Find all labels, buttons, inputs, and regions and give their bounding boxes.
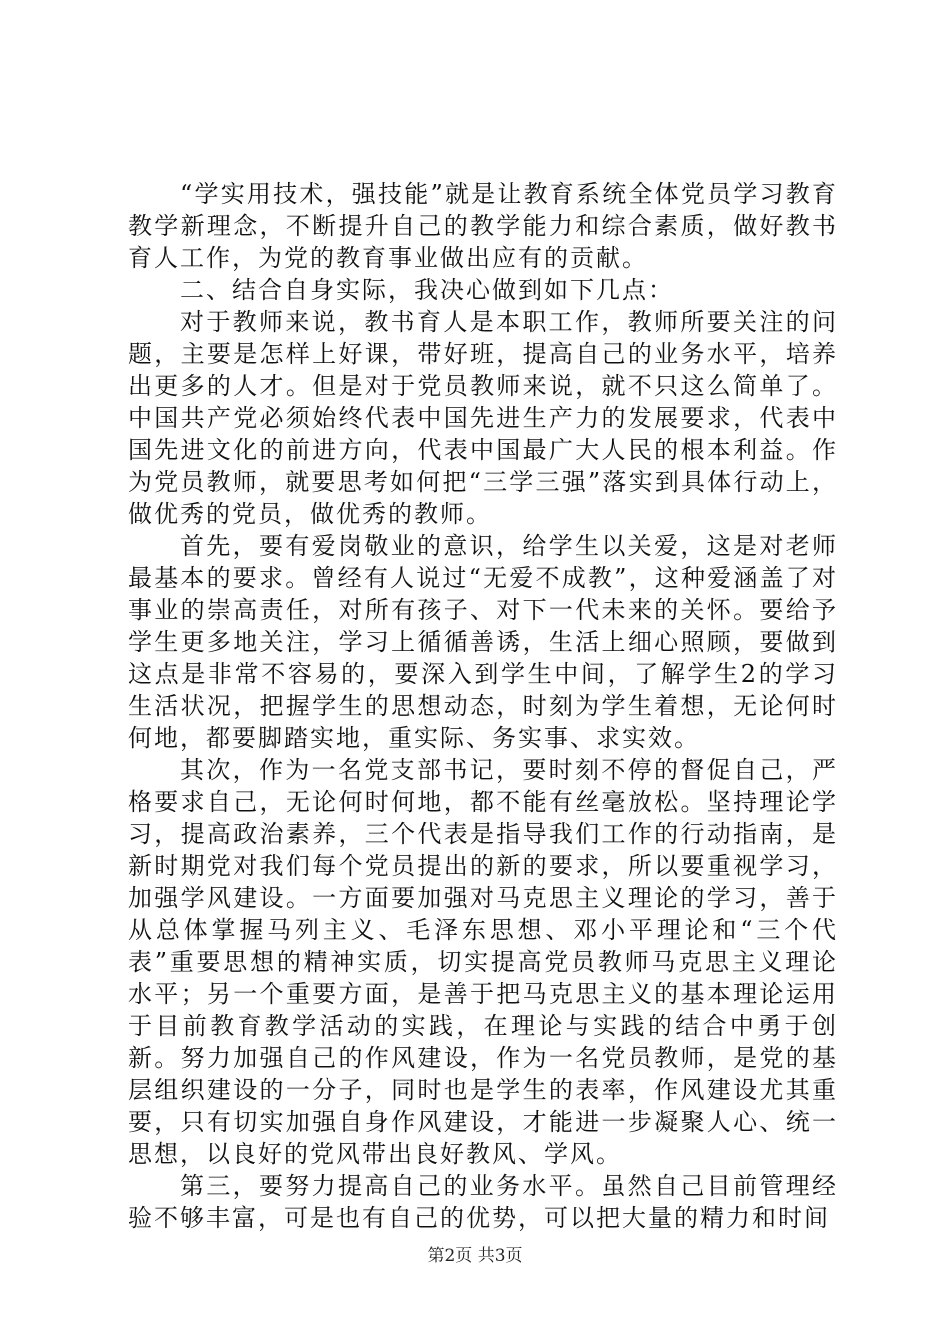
document-body	[128, 178, 838, 1234]
paragraph-1: “学实用技术，强技能”就是让教育系统全体党员学习教育教学新理念，不断提升自己的教学能力和综合素质，做好教书育人工作，为党的教育事业做出应有的贡献。	[128, 180, 838, 272]
paragraph-4: 首先，要有爱岗敬业的意识，给学生以关爱，这是对老师最基本的要求。曾经有人说过“无爱不成教”，这种爱涵盖了对事业的崇高责任，对所有孩子、对下一代未来的关怀。要给予学生更多地关注，学习上循循善诱，生活上细心照顾，要做到这点是非常不容易的，要深入到学生中间，了解学生2的学习生活状况，把握学生的思想动态，时刻为学生着想，无论何时何地，都要脚踏实地，重实际、务实事、求实效。	[128, 532, 838, 752]
paragraph-2: 二、结合自身实际，我决心做到如下几点：	[180, 276, 674, 304]
paragraph-6: 第三，要努力提高自己的业务水平。虽然自己目前管理经验不够丰富，可是也有自己的优势，可以把大量的精力和时间	[128, 1172, 838, 1232]
paragraph-3: 对于教师来说，教书育人是本职工作，教师所要关注的问题，主要是怎样上好课，带好班，提高自己的业务水平，培养出更多的人才。但是对于党员教师来说，就不只这么简单了。中国共产党必须始终代表中国先进生产力的发展要求，代表中国先进文化的前进方向，代表中国最广大人民的根本利益。作为党员教师，就要思考如何把“三学三强”落实到具体行动上，做优秀的党员，做优秀的教师。	[128, 308, 838, 528]
paragraph-5: 其次，作为一名党支部书记，要时刻不停的督促自己，严格要求自己，无论何时何地，都不能有丝毫放松。坚持理论学习，提高政治素养，三个代表是指导我们工作的行动指南，是新时期党对我们每个党员提出的新的要求，所以要重视学习，加强学风建设。一方面要加强对马克思主义理论的学习，善于从总体掌握马列主义、毛泽东思想、邓小平理论和“三个代表”重要思想的精神实质，切实提高党员教师马克思主义理论水平；另一个重要方面，是善于把马克思主义的基本理论运用于目前教育教学活动的实践，在理论与实践的结合中勇于创新。努力加强自己的作风建设，作为一名党员教师，是党的基层组织建设的一分子，同时也是学生的表率，作风建设尤其重要，只有切实加强自身作风建设，才能进一步凝聚人心、统一思想，以良好的党风带出良好教风、学风。	[128, 756, 838, 1168]
page-number-footer: 第2页 共3页	[427, 1246, 523, 1266]
